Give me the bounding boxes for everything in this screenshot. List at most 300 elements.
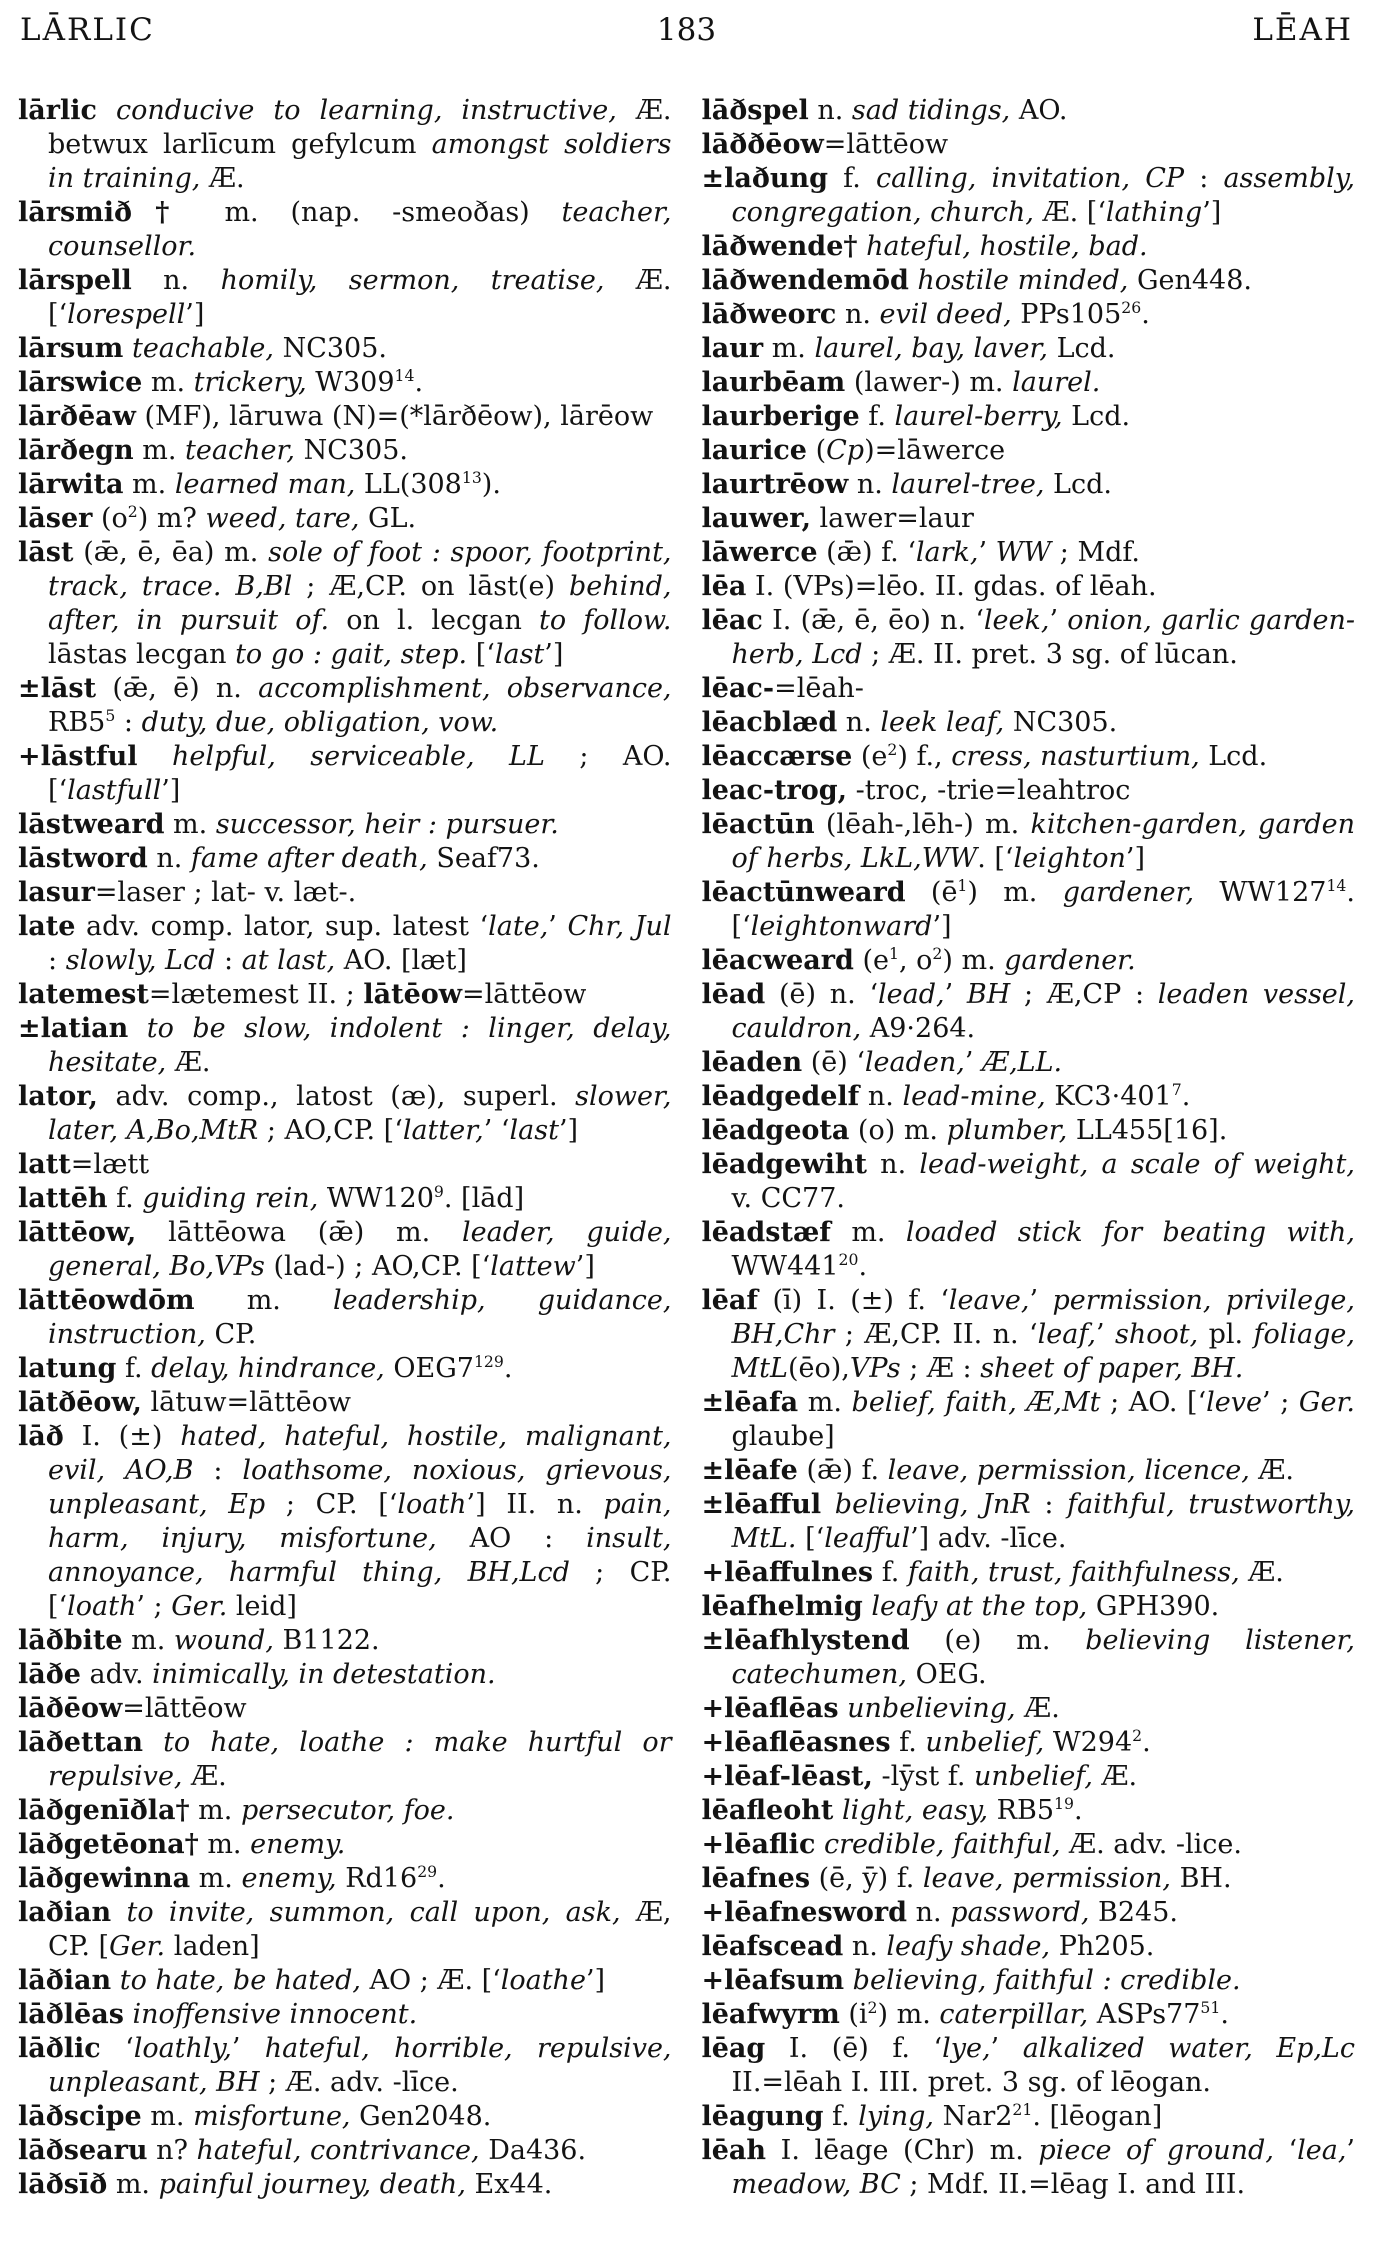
- dictionary-entry: [18, 876, 672, 910]
- entry-text: f.: [116, 1353, 152, 1384]
- entry-text: lark,: [915, 537, 979, 568]
- entry-text: .: [1220, 1999, 1229, 2030]
- dictionary-entry: [702, 536, 1356, 570]
- entry-text: RB5: [996, 1795, 1055, 1826]
- entry-text: f.: [823, 2101, 859, 2132]
- entry-text: (MF), lāruwa (N)=(*lārðēow), lārēow: [135, 401, 654, 432]
- headword: lāser: [18, 503, 93, 534]
- entry-text: Ger.: [109, 1931, 166, 1962]
- entry-text: :: [193, 1455, 243, 1486]
- entry-text: inimically, in detestation.: [152, 1659, 496, 1690]
- headword: lāst: [18, 537, 74, 568]
- entry-text: on l. lecgan: [329, 605, 539, 636]
- entry-text: (ēo),: [787, 1353, 850, 1384]
- headword: lāðsīð: [18, 2169, 108, 2200]
- headword: leac-trog,: [701, 775, 848, 806]
- headword: lāðscipe: [18, 2101, 142, 2132]
- headword: lēad: [701, 979, 766, 1010]
- entry-text: . [lād]: [443, 1183, 525, 1214]
- entry-text: loathly,: [133, 2033, 232, 2064]
- headword: laurtrēow: [701, 469, 849, 500]
- entry-text: =lāttēow: [823, 129, 949, 160]
- dictionary-entry: [18, 366, 672, 400]
- entry-text: light, easy,: [833, 1795, 997, 1826]
- dictionary-entry: [18, 1284, 672, 1352]
- dictionary-entry: [18, 468, 672, 502]
- entry-text: lea,: [1297, 2135, 1347, 2166]
- entry-text: guiding rein,: [142, 1183, 327, 1214]
- dictionary-entry: [702, 740, 1356, 774]
- entry-text: =lāttēow: [122, 1693, 247, 1724]
- headword: laurberige: [701, 401, 860, 432]
- entry-text: AO.: [1018, 95, 1068, 126]
- dictionary-entry: [702, 570, 1356, 604]
- entry-text: ; AO. [‘: [1100, 1387, 1207, 1418]
- superscript-reference: 26: [1121, 298, 1142, 317]
- dictionary-entry: [702, 1624, 1356, 1692]
- entry-text: n.: [859, 1081, 903, 1112]
- entry-text: ; Æ,CP :: [1010, 979, 1158, 1010]
- entry-text: (: [806, 435, 827, 466]
- entry-text: .: [858, 1251, 868, 1282]
- headword: lāðlic: [18, 2033, 101, 2064]
- headword: lēadgewiht: [701, 1149, 867, 1180]
- dictionary-entry: [702, 1726, 1356, 1760]
- entry-text: m.: [142, 367, 194, 398]
- dictionary-entry: [702, 1556, 1356, 1590]
- headword: lārwita: [18, 469, 124, 500]
- headword: lāðgetēona†: [18, 1829, 199, 1860]
- superscript-reference: 2: [887, 740, 898, 759]
- entry-text: unbelief,: [925, 1727, 1053, 1758]
- entry-text: helpful, serviceable, LL: [137, 741, 545, 772]
- entry-text: ; Æ,CP. on lāst(e): [292, 571, 569, 602]
- entry-text: I. (VPs)=lēo. II. gdas. of lēah.: [746, 571, 1157, 602]
- entry-text: unbelieving,: [838, 1693, 1025, 1724]
- headword: lāðgewinna: [18, 1863, 191, 1894]
- entry-text: :: [1030, 1489, 1068, 1520]
- dictionary-entry: [18, 1726, 672, 1794]
- dictionary-entry: [18, 1862, 672, 1896]
- entry-text: =laser ; lat- v. læt-.: [94, 877, 357, 908]
- headword: latung: [18, 1353, 117, 1384]
- dictionary-entry: [18, 1828, 672, 1862]
- entry-text: lastfull: [67, 775, 162, 806]
- entry-text: gardener.: [1004, 945, 1136, 976]
- headword: lāðwende†: [701, 231, 858, 262]
- entry-text: lathing: [1105, 197, 1203, 228]
- entry-text: Æ.: [1258, 1455, 1294, 1486]
- entry-text: conducive to learning, instructive,: [96, 95, 636, 126]
- entry-text: (lawer-) m.: [845, 367, 1013, 398]
- entry-text: loathe: [500, 1965, 586, 1996]
- headword: lāwerce: [701, 537, 818, 568]
- entry-text: AO. [læt]: [343, 945, 467, 976]
- headword: lator,: [18, 1081, 98, 1112]
- entry-text: leave, permission,: [922, 1863, 1180, 1894]
- entry-text: credible, faithful,: [815, 1829, 1070, 1860]
- dictionary-entry: [18, 1794, 672, 1828]
- entry-text: n?: [147, 2135, 197, 2166]
- entry-text: AO ; Æ. [‘: [369, 1965, 501, 1996]
- entry-text: to hate, loathe : make hurtful or repulsive,: [48, 1727, 672, 1792]
- dictionary-entry: [18, 1692, 672, 1726]
- entry-text: to hate, be hated,: [111, 1965, 370, 1996]
- dictionary-entry: [702, 1284, 1356, 1386]
- entry-text: n.: [131, 265, 221, 296]
- entry-text: meadow, BC: [731, 2169, 901, 2200]
- entry-text: to follow.: [538, 605, 672, 636]
- headword: lāðsearu: [18, 2135, 148, 2166]
- entry-text: ‘: [1288, 2135, 1298, 2166]
- dictionary-entry: [702, 2100, 1356, 2134]
- entry-text: ‘: [100, 2033, 134, 2064]
- dictionary-entry: [702, 1760, 1356, 1794]
- entry-text: misfortune,: [193, 2101, 360, 2132]
- dictionary-entry: [18, 1012, 672, 1080]
- entry-text: CP.: [214, 1319, 257, 1350]
- entry-text: lātuw=lāttēow: [141, 1387, 351, 1418]
- entry-text: (ǣ, ē, ēa) m.: [73, 537, 269, 568]
- running-head-right-word: LĒAH: [1252, 12, 1353, 48]
- entry-text: ’: [1029, 1285, 1053, 1316]
- entry-text: ’] adv. -līce.: [910, 1523, 1067, 1554]
- entry-text: gardener,: [1062, 877, 1220, 908]
- dictionary-entry: [18, 1624, 672, 1658]
- entry-text: m.: [798, 1387, 852, 1418]
- entry-text: ; CP. [‘: [48, 1557, 672, 1622]
- dictionary-entry: [702, 604, 1356, 672]
- entry-text: ’] II. n.: [466, 1489, 604, 1520]
- headword: lēadgeota: [701, 1115, 850, 1146]
- dictionary-entry: [702, 1148, 1356, 1216]
- entry-text: insult, annoyance, harmful thing, BH,Lcd: [48, 1523, 672, 1588]
- entry-text: persecutor, foe.: [240, 1795, 455, 1826]
- entry-text: laurel-berry,: [894, 401, 1072, 432]
- headword: lārðegn: [18, 435, 134, 466]
- entry-text: :: [48, 945, 66, 976]
- dictionary-entry: [18, 434, 672, 468]
- entry-text: lye,: [942, 2033, 991, 2064]
- entry-text: permission, privilege, BH,Chr: [731, 1285, 1355, 1350]
- entry-text: leve: [1206, 1387, 1263, 1418]
- dictionary-entry: [702, 1488, 1356, 1556]
- dictionary-entry: [18, 842, 672, 876]
- headword: lēac: [701, 605, 763, 636]
- left-column: [18, 94, 672, 2202]
- headword: lēactūn: [701, 809, 815, 840]
- entry-text: ’: [944, 979, 967, 1010]
- entry-text: =lēah-: [774, 673, 864, 704]
- entry-text: WW127: [1219, 877, 1327, 908]
- entry-text: laden]: [165, 1931, 260, 1962]
- headword: lēadstæf: [701, 1217, 831, 1248]
- entry-text: m.: [141, 2101, 194, 2132]
- dictionary-entry: [702, 434, 1356, 468]
- entry-text: Seaf73.: [436, 843, 540, 874]
- entry-text: m.: [190, 1863, 242, 1894]
- entry-text: f.: [828, 163, 876, 194]
- dictionary-entry: [18, 740, 672, 808]
- entry-text: successor, heir : pursuer.: [215, 809, 559, 840]
- dictionary-entry: [18, 1216, 672, 1284]
- dictionary-entry: [702, 366, 1356, 400]
- entry-text: onion, garlic garden-herb, Lcd: [731, 605, 1355, 670]
- entry-text: (ǣ, ē) n.: [96, 673, 259, 704]
- headword: lāðian: [18, 1965, 112, 1996]
- dictionary-entry: [18, 2100, 672, 2134]
- entry-text: =lætt: [70, 1149, 150, 1180]
- entry-text: enemy.: [250, 1829, 346, 1860]
- headword: lēafhelmig: [701, 1591, 863, 1622]
- entry-text: adv. comp., latost (æ), superl.: [97, 1081, 576, 1112]
- entry-text: Ex44.: [474, 2169, 553, 2200]
- entry-text: m.: [830, 1217, 906, 1248]
- entry-text: ; Mdf.: [1051, 537, 1140, 568]
- entry-text: n.: [837, 707, 881, 738]
- superscript-reference: 2: [932, 944, 943, 963]
- entry-text: hateful, hostile, bad.: [857, 231, 1148, 262]
- headword: lārsmið†: [18, 197, 193, 228]
- entry-text: inoffensive innocent.: [123, 1999, 418, 2030]
- headword: lāðgenīðla†: [18, 1795, 190, 1826]
- entry-text: ’: [1095, 1319, 1115, 1350]
- entry-text: n.: [808, 95, 852, 126]
- headword: +lēaf-lēast,: [701, 1761, 873, 1792]
- entry-text: leid]: [227, 1591, 297, 1622]
- headword: laurbēam: [701, 367, 846, 398]
- entry-text: caterpillar,: [939, 1999, 1097, 2030]
- entry-text: WW: [995, 537, 1052, 568]
- dictionary-entry: [702, 1692, 1356, 1726]
- entry-text: I. (ē) f. ‘: [765, 2033, 943, 2064]
- entry-text: believing listener, catechumen,: [731, 1625, 1355, 1690]
- entry-text: leave, permission, licence,: [887, 1455, 1259, 1486]
- headword: lēacweard: [701, 945, 854, 976]
- entry-text: delay, hindrance,: [151, 1353, 394, 1384]
- dictionary-entry: [702, 672, 1356, 706]
- entry-text: weed, tare,: [205, 503, 368, 534]
- superscript-reference: 2: [127, 502, 138, 521]
- entry-text: ’]: [932, 911, 952, 942]
- dictionary-entry: [702, 2032, 1356, 2100]
- entry-text: .: [414, 367, 424, 398]
- entry-text: kitchen-garden, garden of herbs, LkL,WW: [731, 809, 1355, 874]
- entry-text: loaded stick for beating with,: [905, 1217, 1355, 1248]
- running-head-left-word: LĀRLIC: [20, 12, 155, 48]
- entry-text: [‘: [796, 1523, 825, 1554]
- entry-text: n.: [907, 1897, 951, 1928]
- entry-text: Æ.: [191, 1761, 227, 1792]
- superscript-reference: 51: [1200, 1998, 1221, 2017]
- entry-text: (e: [853, 945, 889, 976]
- superscript-reference: 14: [394, 366, 415, 385]
- entry-text: , o: [898, 945, 933, 976]
- dictionary-entry: [18, 400, 672, 434]
- entry-text: Nar2: [942, 2101, 1013, 2132]
- entry-text: :: [215, 945, 242, 976]
- entry-text: alkalized water, Ep,Lc: [1022, 2033, 1355, 2064]
- entry-text: ’]: [1125, 843, 1146, 874]
- entry-text: late,: [488, 911, 549, 942]
- entry-text: piece of ground,: [1038, 2135, 1289, 2166]
- entry-text: ’: [1049, 605, 1068, 636]
- entry-text: m.: [189, 1795, 241, 1826]
- entry-text: lāstas lecgan: [48, 639, 236, 670]
- headword: lāstweard: [18, 809, 165, 840]
- headword: ±lēafa: [701, 1387, 799, 1418]
- headword: lārlic: [18, 95, 97, 126]
- headword: +lēaflēas: [701, 1693, 839, 1724]
- dictionary-entry: [702, 1998, 1356, 2032]
- entry-text: . [lēogan]: [1032, 2101, 1163, 2132]
- entry-text: Chr, Jul: [567, 911, 672, 942]
- entry-text: leader, guide, general, Bo,VPs: [48, 1217, 672, 1282]
- entry-text: B1122.: [282, 1625, 380, 1656]
- entry-text: slower, later, A,Bo,MtR: [48, 1081, 672, 1146]
- headword: lāðspel: [701, 95, 809, 126]
- entry-text: leek,: [983, 605, 1050, 636]
- superscript-reference: 129: [473, 1352, 504, 1371]
- entry-text: .: [437, 1863, 446, 1894]
- entry-text: Æ, CP. [: [48, 1897, 672, 1962]
- headword: lāðēow: [18, 1693, 123, 1724]
- dictionary-entry: [702, 2134, 1356, 2202]
- entry-text: leafful: [824, 1523, 911, 1554]
- dictionary-entry: [702, 1386, 1356, 1454]
- entry-text: (ē, ȳ) f.: [810, 1863, 923, 1894]
- headword: +lēafsum: [701, 1965, 845, 1996]
- superscript-reference: 1: [957, 876, 968, 895]
- entry-text: Ph205.: [1058, 1931, 1155, 1962]
- headword: ±lēafhlystend: [701, 1625, 910, 1656]
- headword: lāðettan: [18, 1727, 144, 1758]
- entry-text: II.=lēah I. III. pret. 3 sg. of lēogan.: [731, 2067, 1212, 2098]
- entry-text: leafy shade,: [886, 1931, 1059, 1962]
- text-block: [18, 94, 1355, 2202]
- entry-text: lead,: [878, 979, 945, 1010]
- entry-text: Lcd.: [1071, 401, 1131, 432]
- entry-text: teacher,: [185, 435, 304, 466]
- entry-text: GL.: [368, 503, 417, 534]
- dictionary-entry: [702, 1454, 1356, 1488]
- headword: lēah: [701, 2135, 767, 2166]
- dictionary-entry: [702, 1080, 1356, 1114]
- entry-text: KC3·401: [1054, 1081, 1172, 1112]
- entry-text: A9·264.: [869, 1013, 976, 1044]
- entry-text: LL(308: [363, 469, 462, 500]
- entry-text: leave,: [948, 1285, 1030, 1316]
- page-number: 183: [656, 12, 717, 48]
- headword: lēadgedelf: [701, 1081, 860, 1112]
- entry-text: Æ.: [1024, 1693, 1060, 1724]
- entry-text: f.: [859, 401, 895, 432]
- entry-text: ’: [548, 911, 568, 942]
- entry-text: faithful, trustworthy, MtL.: [731, 1489, 1355, 1554]
- entry-text: teachable,: [123, 333, 283, 364]
- entry-text: to go : gait, step.: [235, 639, 468, 670]
- entry-text: cress, nasturtium,: [951, 741, 1209, 772]
- entry-text: n.: [866, 1149, 920, 1180]
- entry-text: leek leaf,: [880, 707, 1013, 738]
- headword: lārswice: [18, 367, 143, 398]
- entry-text: ’]: [185, 299, 205, 330]
- entry-text: leaf,: [1037, 1319, 1096, 1350]
- dictionary-entry: [18, 1352, 672, 1386]
- entry-text: . [‘: [977, 843, 1014, 874]
- dictionary-entry: [18, 1182, 672, 1216]
- headword: latt: [18, 1149, 71, 1180]
- entry-text: ; AO. [‘: [48, 741, 672, 806]
- entry-text: (i: [839, 1999, 868, 2030]
- entry-text: W294: [1052, 1727, 1133, 1758]
- entry-text: lead-weight, a scale of weight,: [919, 1149, 1355, 1180]
- entry-text: plumber,: [946, 1115, 1076, 1146]
- entry-text: leaden,: [864, 1047, 965, 1078]
- superscript-reference: 5: [105, 706, 116, 725]
- entry-text: shoot,: [1114, 1319, 1209, 1350]
- entry-text: (ē) n. ‘: [765, 979, 879, 1010]
- headword: laðian: [18, 1897, 112, 1928]
- entry-text: ’]: [585, 1965, 606, 1996]
- entry-text: m.: [164, 809, 216, 840]
- entry-text: [‘: [467, 639, 495, 670]
- headword: lēacblæd: [701, 707, 838, 738]
- entry-text: last: [509, 1115, 559, 1146]
- dictionary-entry: [702, 264, 1356, 298]
- dictionary-entry: [702, 1930, 1356, 1964]
- entry-text: (ē) ‘: [802, 1047, 865, 1078]
- entry-text: )=lāwerce: [864, 435, 1006, 466]
- entry-text: (ē: [905, 877, 958, 908]
- headword: +lēaflic: [701, 1829, 816, 1860]
- headword: ±lēafe: [701, 1455, 798, 1486]
- entry-text: ’]: [161, 775, 181, 806]
- entry-text: (ǣ) f.: [797, 1455, 888, 1486]
- entry-text: at last,: [241, 945, 344, 976]
- entry-text: password,: [950, 1897, 1099, 1928]
- dictionary-entry: [18, 264, 672, 332]
- entry-text: ’: [1346, 2135, 1355, 2166]
- dictionary-entry: [702, 468, 1356, 502]
- headword: lauwer,: [701, 503, 811, 534]
- entry-text: ’ ‘: [483, 1115, 510, 1146]
- headword: ±lāst: [18, 673, 97, 704]
- headword: lātēow: [363, 979, 462, 1010]
- entry-text: foliage, MtL: [731, 1319, 1355, 1384]
- dictionary-entry: [18, 1658, 672, 1692]
- entry-text: -troc, -trie=leahtroc: [847, 775, 1131, 806]
- entry-text: n.: [843, 1931, 887, 1962]
- entry-text: ) m.: [942, 945, 1005, 976]
- dictionary-entry: [18, 1420, 672, 1624]
- superscript-reference: 1: [889, 944, 899, 963]
- entry-text: ’ ;: [136, 1591, 172, 1622]
- entry-text: WW120: [326, 1183, 434, 1214]
- dictionary-entry: [702, 1590, 1356, 1624]
- entry-text: ; Æ :: [900, 1353, 981, 1384]
- entry-text: Gen2048.: [359, 2101, 492, 2132]
- entry-text: ’]: [544, 639, 564, 670]
- entry-text: Æ. [‘: [48, 265, 672, 330]
- entry-text: GPH390.: [1095, 1591, 1220, 1622]
- entry-text: Æ,LL.: [982, 1047, 1063, 1078]
- dictionary-entry: [18, 2168, 672, 2202]
- entry-text: evil deed,: [879, 299, 1021, 330]
- entry-text: f.: [873, 1557, 908, 1588]
- entry-text: n.: [147, 843, 191, 874]
- entry-text: wound,: [173, 1625, 283, 1656]
